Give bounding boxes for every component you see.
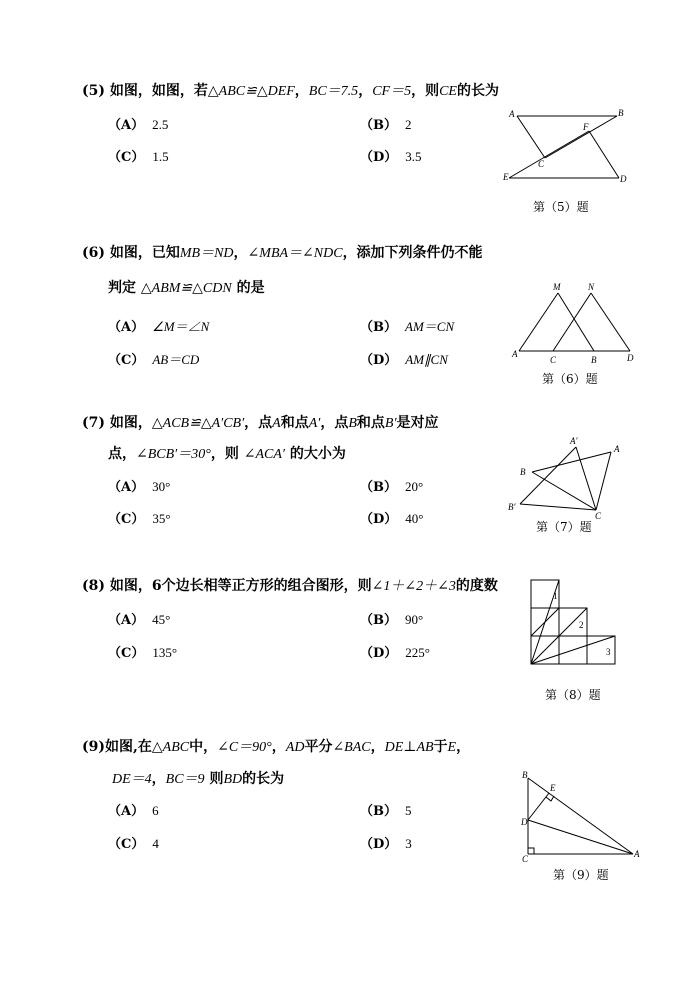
option-label: （D） — [360, 646, 398, 661]
q7-caption: 第（7）题 — [536, 520, 592, 534]
option-label: （B） — [360, 613, 397, 628]
q9-number: (9) — [82, 739, 105, 755]
q6-option-b[interactable] — [360, 318, 454, 337]
q6-stem — [82, 244, 483, 263]
q6-congruence: △ABM≌△CDN — [140, 281, 232, 296]
q8-stem-b: 的度数 — [455, 578, 498, 594]
q6-sep1: ， — [233, 245, 248, 261]
q6-stem-b: ，添加下列条件仍不能 — [342, 245, 483, 261]
q9-point-B: B — [522, 770, 528, 780]
option-value: 4 — [152, 836, 159, 851]
q7-point-B-prime: B′ — [508, 502, 516, 512]
q9-line2-a: 则 — [209, 771, 224, 787]
q6-point-A: A — [512, 349, 518, 359]
q9-triangle: △ABC — [151, 740, 190, 755]
q8-angle-2: 2 — [579, 620, 584, 630]
q9-sep1: ， — [271, 739, 286, 755]
q7-point-B: B — [520, 467, 526, 477]
q7-angle-aca: ∠ACA′ — [243, 447, 285, 462]
q9-bc: BC＝9 — [165, 772, 205, 787]
q7-point-C: C — [595, 511, 602, 521]
option-label: （B） — [360, 804, 397, 819]
q6-option-a[interactable] — [108, 318, 209, 337]
q8-number: (8) — [82, 578, 105, 594]
q7-point-A-prime: A′ — [570, 436, 578, 446]
q7-stem — [82, 414, 439, 433]
q7-line2-b: ，则 — [210, 446, 239, 462]
q6-point-N: N — [588, 282, 595, 292]
option-value: 6 — [152, 803, 159, 818]
q5-stem-a: 如图，如图，若 — [109, 83, 208, 99]
q6-line2-a: 判定 — [108, 280, 136, 296]
q5-figure — [503, 106, 643, 186]
q8-figure — [531, 580, 631, 676]
q5-point-F: F — [583, 122, 589, 132]
option-label: （D） — [360, 837, 398, 852]
q7-line2-c: 的大小为 — [289, 446, 346, 462]
q7-p2: A′ — [308, 416, 321, 431]
q7-congruence: △ACB≌△A′CB′ — [151, 416, 245, 431]
q7-line2-a: 点， — [108, 446, 136, 462]
option-label: （A） — [108, 613, 145, 628]
q5-stem-c: 的长为 — [456, 83, 499, 99]
q7-p3: B — [348, 416, 357, 431]
q9-stem-b: 中， — [189, 739, 218, 755]
q7-angle-bcb: ∠BCB′＝30° — [136, 447, 211, 462]
q6-line2-b: 的是 — [236, 280, 265, 296]
option-label: （C） — [108, 150, 145, 165]
q9-de-ab: DE⊥AB — [384, 740, 434, 755]
q9-stem-e: ， — [456, 739, 471, 755]
q6-mb-nd: MB＝ND — [179, 246, 234, 261]
q5-point-E: E — [503, 172, 509, 182]
option-value: 225° — [405, 645, 430, 660]
q9-point-D: D — [521, 817, 528, 827]
option-value: 3.5 — [405, 149, 422, 164]
q9-line2-sep: ， — [151, 771, 166, 787]
q6-point-C: C — [550, 355, 557, 365]
q6-number: (6) — [82, 245, 105, 261]
q9-point-E: E — [550, 783, 556, 793]
q7-stem-line2 — [108, 445, 346, 464]
q7-stem-f: 是对应 — [396, 415, 439, 431]
q9-option-b[interactable] — [360, 802, 412, 821]
option-value: AB＝CD — [152, 352, 200, 367]
option-label: （A） — [108, 804, 145, 819]
q9-figure — [518, 770, 648, 862]
q6-point-M: M — [553, 282, 561, 292]
option-value: 30° — [152, 479, 171, 494]
q6-stem-a: 如图，已知 — [109, 245, 180, 261]
option-label: （C） — [108, 353, 145, 368]
q5-caption: 第（5）题 — [533, 200, 589, 214]
q5-point-C: C — [538, 159, 545, 169]
q5-number: (5) — [82, 83, 105, 99]
q9-stem-a: 如图,在 — [105, 739, 152, 755]
option-label: （D） — [360, 512, 398, 527]
option-label: （D） — [360, 150, 398, 165]
q6-angle-eq: ∠MBA＝∠NDC — [247, 246, 343, 261]
q5-sep1: ， — [294, 83, 309, 99]
q5-option-a[interactable] — [108, 116, 168, 135]
q7-p1: A — [272, 416, 281, 431]
q9-de: DE＝4 — [112, 772, 152, 787]
q6-point-B: B — [591, 355, 597, 365]
q8-stem-a: 如图，6个边长相等正方形的组合图形，则 — [109, 578, 372, 594]
option-value: AM＝CN — [405, 319, 455, 334]
q9-angle-bac: ∠BAC — [332, 740, 371, 755]
q5-option-b[interactable] — [360, 116, 412, 135]
q5-stem — [82, 82, 499, 101]
q9-e: E — [447, 740, 457, 755]
option-label: （C） — [108, 837, 145, 852]
q9-point-A: A — [634, 849, 640, 859]
option-label: （D） — [360, 353, 398, 368]
option-label: （A） — [108, 320, 145, 335]
option-value: ∠M＝∠N — [152, 319, 210, 334]
q8-stem — [82, 577, 498, 596]
option-value: AM∥CN — [405, 352, 448, 367]
option-value: 5 — [405, 803, 412, 818]
q7-option-b[interactable] — [360, 478, 423, 497]
option-label: （A） — [108, 480, 145, 495]
q5-congruence: △ABC≌△DEF — [207, 84, 295, 99]
option-value: 3 — [405, 836, 412, 851]
option-value: 2.5 — [152, 117, 169, 132]
q7-figure — [504, 432, 634, 522]
option-value: 45° — [152, 612, 171, 627]
q7-stem-d: ，点 — [320, 415, 349, 431]
option-value: 40° — [405, 511, 424, 526]
q9-option-c[interactable] — [108, 835, 159, 854]
q5-option-c[interactable] — [108, 148, 169, 167]
option-label: （C） — [108, 512, 145, 527]
q5-bc: BC＝7.5 — [308, 84, 359, 99]
q7-option-d[interactable] — [360, 510, 423, 529]
q9-point-C: C — [522, 854, 529, 864]
q8-caption: 第（8）题 — [545, 688, 601, 702]
q9-line2-b: 的长为 — [242, 771, 285, 787]
q8-angle-3: 3 — [606, 647, 611, 657]
option-label: （C） — [108, 646, 145, 661]
q5-option-d[interactable] — [360, 148, 422, 167]
q9-ad: AD — [285, 740, 305, 755]
q7-number: (7) — [82, 415, 105, 431]
q6-stem-line2 — [108, 279, 265, 298]
q5-cf: CF＝5 — [372, 84, 412, 99]
q6-point-D: D — [627, 353, 634, 363]
q5-point-D: D — [620, 174, 627, 184]
option-label: （B） — [360, 118, 397, 133]
q9-stem-d: 于 — [433, 739, 448, 755]
q8-option-d[interactable] — [360, 644, 430, 663]
q9-angle-c: ∠C＝90° — [217, 740, 272, 755]
q9-option-d[interactable] — [360, 835, 412, 854]
option-value: 2 — [405, 117, 412, 132]
q7-p4: B′ — [384, 416, 397, 431]
q9-stem-c: 平分 — [304, 739, 333, 755]
option-value: 1.5 — [152, 149, 169, 164]
q8-option-c[interactable] — [108, 644, 177, 663]
option-value: 90° — [405, 612, 424, 627]
q7-option-c[interactable] — [108, 510, 171, 529]
q5-ce: CE — [439, 84, 457, 99]
q6-option-c[interactable] — [108, 351, 199, 370]
q6-option-d[interactable] — [360, 351, 448, 370]
q7-point-A: A — [614, 444, 620, 454]
option-label: （B） — [360, 480, 397, 495]
q6-figure — [512, 283, 642, 363]
q9-stem-line2 — [112, 770, 284, 789]
q7-stem-c: 和点 — [280, 415, 309, 431]
option-value: 135° — [152, 645, 178, 660]
q8-angle-1: 1 — [553, 591, 558, 601]
q7-option-a[interactable] — [108, 478, 170, 497]
q9-sep2: ， — [370, 739, 385, 755]
q8-option-a[interactable] — [108, 611, 170, 630]
option-value: 20° — [405, 479, 424, 494]
option-label: （A） — [108, 118, 145, 133]
q8-angle-sum: ∠1＋∠2＋∠3 — [371, 579, 456, 594]
q6-caption: 第（6）题 — [542, 372, 598, 386]
q7-stem-a: 如图， — [109, 415, 152, 431]
q5-point-A: A — [509, 109, 515, 119]
q5-sep2: ， — [358, 83, 373, 99]
q9-stem — [82, 738, 470, 757]
q7-stem-b: ，点 — [244, 415, 273, 431]
q5-point-B: B — [618, 108, 624, 118]
q7-stem-e: 和点 — [356, 415, 385, 431]
q5-stem-b: ，则 — [411, 83, 440, 99]
q8-option-b[interactable] — [360, 611, 423, 630]
q9-caption: 第（9）题 — [553, 868, 609, 882]
option-label: （B） — [360, 320, 397, 335]
option-value: 35° — [152, 511, 171, 526]
q9-option-a[interactable] — [108, 802, 159, 821]
q9-bd: BD — [223, 772, 243, 787]
